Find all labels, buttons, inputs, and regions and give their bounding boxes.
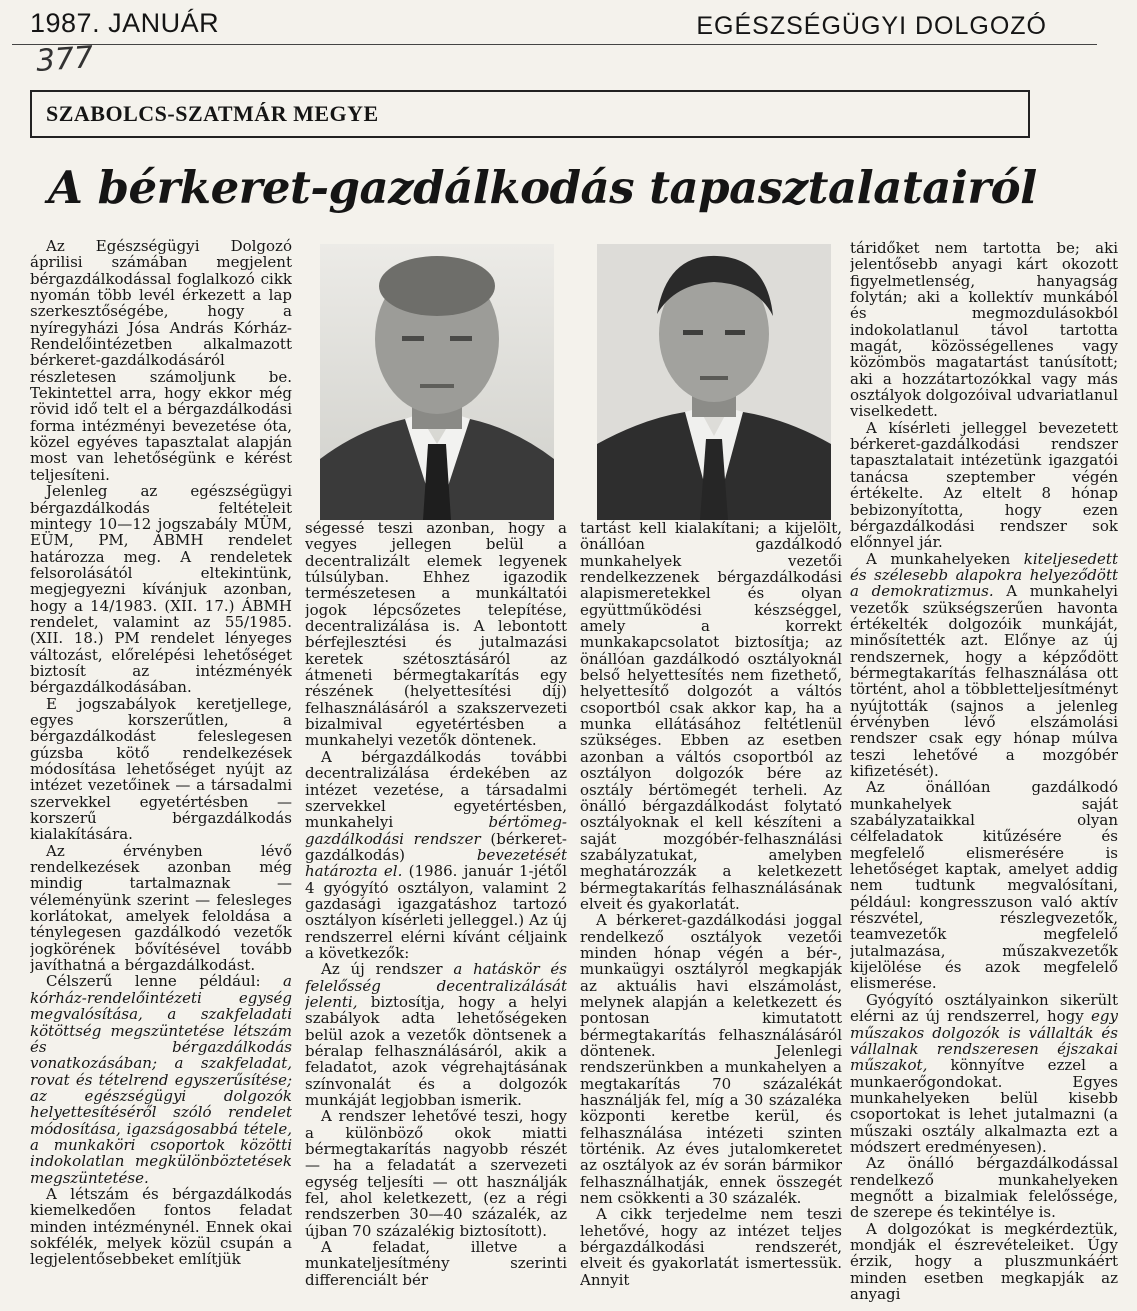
portrait-photo-left xyxy=(320,244,554,520)
emphasis-text: bevezetését határozta el. xyxy=(305,845,567,881)
text-run: A munkahelyi vezetők szükségszerűen havonta értékelték dolgozóik munkáját, minősítették azt. Előnye az új rendszernek, hogy a képződött bérmegtakarítás felhasználása ott történt, ahol a többletteljesítményt nyújtották (sajnos a jelenleg érvényben lévő elszámolási rendszer csak egy hónap múlva teszi lehetővé a mozgóbér kifizetését). xyxy=(850,582,1118,780)
article-column-1 xyxy=(30,238,292,1302)
emphasis-text: bértömeg-gazdálkodási rendszer xyxy=(305,813,567,848)
paragraph: Az Egészségügyi Dolgozó áprilisi számában megjelent bérgazdálkodással foglalkozó cikk nyomán több levél érkezett a lap szerkesztőségébe, hogy a nyíregyházi Jósa András Kórház-Rendelőintézetben alkalmazott bérkeret-gazdálkodásáról részletesen számoljunk be. Tekintettel arra, hogy ekkor még rövid idő telt el a bérgazdálkodási forma intézményi bevezetése óta, közel egyéves tapasztalat alapján most van lehetőségünk e kérést teljesíteni. xyxy=(30,238,292,484)
text-run: könnyítve ezzel a munkaerőgondokat. Egyes munkahelyeken belül kisebb csoportokat is lehet jutalmazni (a műszaki osztály alkalmazta ezt a módszert eredményesen). xyxy=(850,1056,1118,1156)
text-run: (bérkeret-gazdálkodás) xyxy=(305,829,567,864)
article-column-3 xyxy=(580,520,842,1302)
paragraph: A rendszer lehetővé teszi, hogy a különböző okok miatti bérmegtakarítás nagyobb részét — ha a feladatát a szervezeti egység teljesíti — ott használják fel, ahol keletkezett, (ez a régi rendszerben 30—40 százalék, az újban 70 százalékig biztosított). xyxy=(305,1107,567,1240)
text-run: Célszerű lenne például: xyxy=(46,972,261,991)
paragraph: tartást kell kialakítani; a kijelölt, önállóan gazdálkodó munkahelyek vezetői rendelkezzenek bérgazdálkodási alapismeretekkel és olyan együttműködési készséggel, amely a korrekt munkakapcsolatot biztosítja; az önállóan gazdálkodó osztályoknál belső helyettesítés nem fizethető, helyettesítő dolgozót a váltós csoportból csak akkor kap, ha a munka ellátásához feltétlenül szükséges. Ebben az esetben azonban a váltós csoportból az osztályon dolgozók bére az osztály bértömegét terheli. Az önálló bérgazdálkodást folytató osztályoknak el kell készíteni a saját mozgóbér-felhasználási szabályzatukat, amelyben meghatározzák a keletkezett bérmegtakarítás felhasználásának elveit és gyakorlatát. xyxy=(580,520,842,913)
paragraph xyxy=(305,749,567,961)
paragraph xyxy=(30,973,292,1185)
paragraph: Jelenleg az egészségügyi bérgazdálkodás feltételeit mintegy 10—12 jogszabály MÜM, EÜM, PM, ÁBMH rendelet határozza meg. A rendeletek felsorolásától eltekintünk, megjegyezni kívánjuk azonban, hogy a 14/1983. (XII. 17.) ÁBMH rendelet, valamint az 55/1985. (XII. 18.) PM rendelet lényeges változást, előrelépési lehetőséget biztosít az intézményék bérgazdálkodásában. xyxy=(30,482,292,697)
portrait-photo-right xyxy=(597,244,831,520)
portrait-right-image xyxy=(597,244,831,520)
headline: A bérkeret-gazdálkodás tapasztalatairól xyxy=(48,161,1037,214)
text-run: biztosítja, hogy a helyi szabályok adta lehetőségeken belül azok a vezetők döntsenek a béralap felhasználásáról, akik a feladatot, azok végrehajtásának színvonalát és a dolgozók munkáját legjobban ismerik. xyxy=(305,992,567,1110)
text-run: A munkahelyeken xyxy=(866,549,1011,568)
paragraph xyxy=(305,961,567,1108)
paragraph: A létszám és bérgazdálkodás kiemelkedően fontos feladat minden intézménynél. Ennek okai sokfélék, melyek közül csupán a legjelentősebbeket említjük xyxy=(30,1184,292,1269)
paragraph: táridőket nem tartotta be; aki jelentősebb anyagi kárt okozott figyelmetlenség, hanyagság folytán; aki a kollektív munkából és megmozdulásokból indokolatlanul távol tartotta magát, közösségellenes vagy közömbös magatartást tanúsított; aki a hozzátartozókkal vagy más osztályok dolgozóival udvariatlanul viselkedett. xyxy=(850,240,1118,421)
emphasis-text: kiteljesedett és szélesebb alapokra helyeződött a demokratizmus. xyxy=(850,549,1118,601)
paragraph: A dolgozókat is megkérdeztük, mondják el észrevételeiket. Úgy érzik, hogy a pluszmunkáért minden esetben megkapják az anyagi xyxy=(850,1219,1118,1302)
section-label: SZABOLCS-SZATMÁR MEGYE xyxy=(46,101,379,126)
paragraph: E jogszabályok keretjellege, egyes korszerűtlen, a bérgazdálkodást feleslegesen gúzsba kötő rendelkezések módosítása lehetőséget nyújt az intézet vezetőinek — a társadalmi szervekkel egyetértésben — korszerű bérgazdálkodás kialakítására. xyxy=(30,694,292,844)
paragraph: A feladat, illetve a munkateljesítmény szerinti differenciált bér xyxy=(305,1238,567,1289)
paragraph: Az érvényben lévő rendelkezések azonban még mindig tartalmaznak — véleményünk szerint — felesleges korlátokat, amelyek feloldása a ténylegesen gazdálkodó vezetők jogkörének bővítésével tovább javíthatná a bérgazdálkodást. xyxy=(30,841,292,975)
header-rule xyxy=(12,44,1097,45)
article-column-2 xyxy=(305,520,567,1302)
text-run: A bérgazdálkodás további decentralizálása érdekében az intézet vezetése, a társadalmi szervekkel egyetértésben, munkahelyi xyxy=(305,747,567,832)
paragraph: A bérkeret-gazdálkodási joggal rendelkező osztályok vezetői minden hónap végén a bér-, munkaügyi osztályról megkapják az aktuális havi elszámolást, melynek alapján a keletkezett és pontosan kimutatott bérmegtakarítás felhasználásáról döntenek. Jelenlegi rendszerünkben a munkahelyen a megtakarítás 70 százalékát használják fel, míg a 30 százaléka központi keretbe kerül, és felhasználása intézeti szinten történik. Az éves jutalomkeretet az osztályok az év során bármikor felhasználhatják, ennek összegét nem csökkenti a 30 százalék. xyxy=(580,911,842,1208)
portrait-left-image xyxy=(320,244,554,520)
emphasis-text: a kórház-rendelőintézeti egység megvalósítása, a szakfeladati kötöttség megszüntetése létszám és bérgazdálkodás vonatkozásában; a szakfeladat, rovat és tételrend egyszerűsítése; az egészségügyi dolgozók helyettesítéséről szóló rendelet módosítása, igazságosabbá tétele, a munkaköri csoportok közötti indokolatlan megkülönböztetések megszüntetése. xyxy=(30,972,292,1187)
emphasis-text: a hatáskör és felelősség decentralizálását jelenti, xyxy=(305,960,567,1011)
paragraph xyxy=(850,551,1118,780)
article-column-4 xyxy=(850,240,1118,1302)
issue-date: 1987. JANUÁR xyxy=(30,8,220,38)
paragraph xyxy=(850,992,1118,1155)
section-box xyxy=(30,90,1030,138)
text-run: (1986. január 1-jétől 4 gyógyító osztályon, valamint 2 gazdasági igazgatáshoz tartozó osztályon kísérleti jelleggel.) Az új rendszerrel elérni kívánt céljaink a következők: xyxy=(305,862,567,962)
paragraph: ségessé teszi azonban, hogy a vegyes jellegen belül a decentralizált elemek legyenek túlsúlyban. Ehhez igazodik természetesen a munkáltatói jogok lépcsőzetes telepítése, decentralizálása is. A lebontott bérfejlesztési és jutalmazási keretek szétosztásáról az átmeneti bérmegtakarítás egy részének (helyettesítési díj) felhasználásáról a szakszervezeti bizalmival egyetértésben a munkahelyi vezetők döntenek. xyxy=(305,520,567,750)
paragraph: Az önállóan gazdálkodó munkahelyek saját szabályzataikkal olyan célfeladatok kitűzésére és megfelelő elismerésére is lehetőséget kaptak, amelyet addig nem tudtunk megvalósítani, például: kongresszuson való aktív részvétel, részlegvezetők, teamvezetők megfelelő jutalmazása, műszakvezetők kijelölése és azok megfelelő elismerése. xyxy=(850,778,1118,993)
text-run: Gyógyító osztályainkon sikerült elérni az új rendszerrel, hogy xyxy=(850,990,1118,1026)
emphasis-text: egy műszakos dolgozók is vállalták és vállalnak rendszeresen éjszakai műszakot, xyxy=(850,1007,1118,1075)
paragraph: A kísérleti jelleggel bevezetett bérkeret-gazdálkodási rendszer tapasztalatait intézetünk igazgatói tanácsa szeptember végén értékelte. Az eltelt 8 hónap bebizonyította, hogy ezen bérgazdálkodási rendszer sok előnnyel jár. xyxy=(850,418,1118,552)
paragraph: Az önálló bérgazdálkodással rendelkező munkahelyeken megnőtt a bizalmiak felelőssége, de szerepe és tekintélye is. xyxy=(850,1154,1118,1222)
text-run: Az új rendszer xyxy=(321,960,443,979)
handwritten-note: 377 xyxy=(34,40,95,79)
publication-name: EGÉSZSÉGÜGYI DOLGOZÓ xyxy=(696,12,1047,40)
paragraph: A cikk terjedelme nem teszi lehetővé, hogy az intézet teljes bérgazdálkodási rendszerét, elveit és gyakorlatát ismertessük. Annyit xyxy=(580,1205,842,1289)
